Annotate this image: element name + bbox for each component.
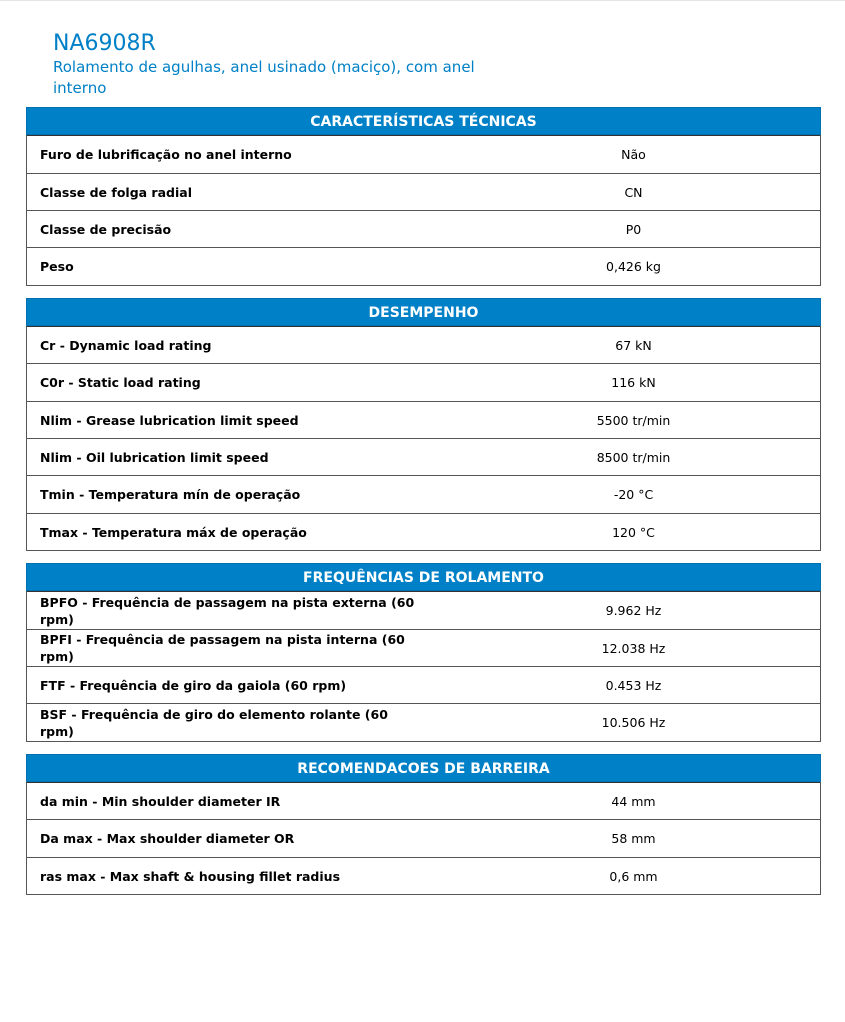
row-value: 58 mm <box>611 831 656 846</box>
top-divider <box>0 0 845 1</box>
section-performance <box>26 298 821 551</box>
row-label: Classe de folga radial <box>40 184 192 200</box>
table-row <box>27 629 820 666</box>
row-value: 0,6 mm <box>609 868 658 884</box>
row-value: 9.962 Hz <box>605 603 662 618</box>
section-shoulder-recommendations <box>26 754 821 895</box>
spec-table <box>26 326 821 551</box>
table-row <box>27 173 820 210</box>
row-value: CN <box>624 184 643 200</box>
row-label: C0r - Static load rating <box>40 375 201 390</box>
table-row <box>27 782 820 819</box>
table-row <box>27 857 820 894</box>
table-row <box>27 591 820 629</box>
row-value: 67 kN <box>615 337 652 353</box>
section-technical-characteristics <box>26 107 821 286</box>
row-label: Nlim - Grease lubrication limit speed <box>40 412 299 428</box>
row-label: BPFI - Frequência de passagem na pista interna (60 rpm) <box>40 632 405 664</box>
row-label: Classe de precisão <box>40 221 172 237</box>
row-label: Tmin - Temperatura mín de operação <box>40 487 301 502</box>
spec-table <box>26 782 821 895</box>
row-label: da min - Min shoulder diameter IR <box>40 793 281 809</box>
section-title: RECOMENDACOES DE BARREIRA <box>26 754 821 782</box>
row-label: Da max - Max shoulder diameter OR <box>40 831 295 846</box>
row-value: -20 °C <box>613 487 654 502</box>
section-title: CARACTERÍSTICAS TÉCNICAS <box>26 107 821 135</box>
row-value: 120 °C <box>612 524 655 540</box>
row-label: Tmax - Temperatura máx de operação <box>40 524 307 540</box>
product-header <box>53 31 493 99</box>
row-label: BSF - Frequência de giro do elemento rolante (60 rpm) <box>40 706 388 739</box>
row-value: Não <box>621 147 646 162</box>
row-label: Peso <box>40 259 74 274</box>
row-label: Furo de lubrificação no anel interno <box>40 147 292 162</box>
table-row <box>27 135 820 173</box>
table-row <box>27 513 820 550</box>
product-description: Rolamento de agulhas, anel usinado (maciço), com anel interno <box>53 58 475 97</box>
section-title: DESEMPENHO <box>26 298 821 326</box>
table-row <box>27 666 820 703</box>
row-value: 12.038 Hz <box>601 640 666 656</box>
table-row <box>27 363 820 401</box>
row-value: 0,426 kg <box>606 259 661 274</box>
spec-table <box>26 135 821 286</box>
table-row <box>27 475 820 513</box>
product-code: NA6908R <box>53 31 156 56</box>
table-row <box>27 210 820 247</box>
row-label: Cr - Dynamic load rating <box>40 337 212 353</box>
row-value: P0 <box>625 221 642 237</box>
row-value: 10.506 Hz <box>601 715 666 730</box>
table-row <box>27 401 820 438</box>
table-row <box>27 703 820 741</box>
section-bearing-frequencies <box>26 563 821 742</box>
table-row <box>27 247 820 285</box>
row-value: 5500 tr/min <box>596 412 671 428</box>
table-row <box>27 438 820 475</box>
spec-table <box>26 591 821 742</box>
table-row <box>27 326 820 363</box>
row-value: 0.453 Hz <box>605 677 662 693</box>
row-value: 116 kN <box>611 375 656 390</box>
row-value: 44 mm <box>611 793 656 809</box>
row-label: Nlim - Oil lubrication limit speed <box>40 449 269 465</box>
row-label: FTF - Frequência de giro da gaiola (60 rpm) <box>40 677 347 693</box>
row-label: ras max - Max shaft & housing fillet radius <box>40 868 341 884</box>
row-label: BPFO - Frequência de passagem na pista externa (60 rpm) <box>40 594 415 627</box>
table-row <box>27 819 820 857</box>
section-title: FREQUÊNCIAS DE ROLAMENTO <box>26 563 821 591</box>
row-value: 8500 tr/min <box>596 449 671 465</box>
